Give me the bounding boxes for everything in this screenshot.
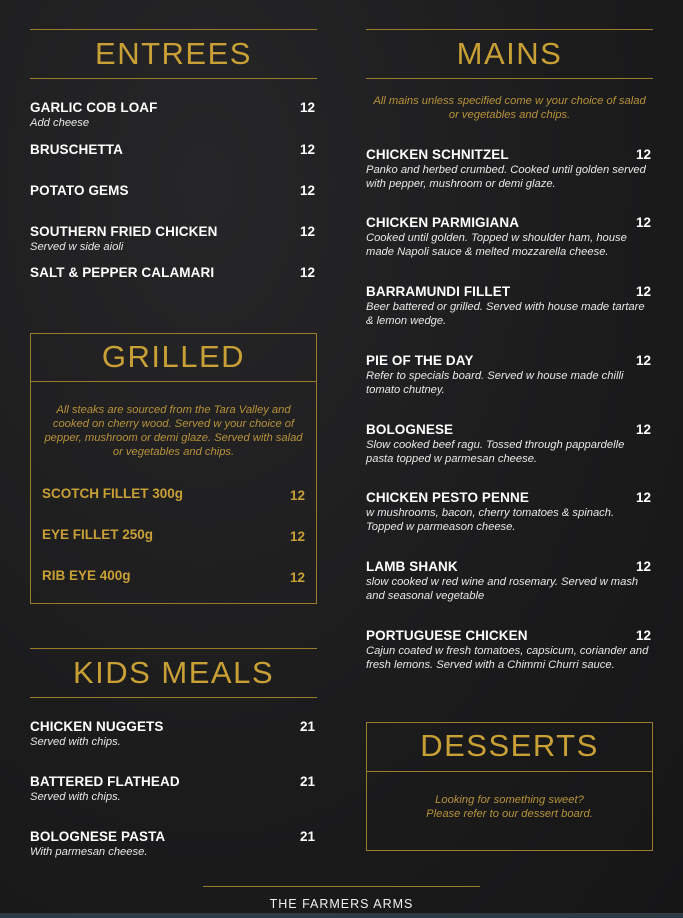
- item-name: SCOTCH FILLET 300g: [42, 486, 184, 501]
- main-item-barramundi-fillet: [366, 284, 653, 328]
- item-name: BOLOGNESE PASTA: [30, 829, 166, 844]
- desserts-divider: [367, 771, 652, 772]
- entrees-top-rule: [30, 29, 317, 30]
- kids-item-bolognese-pasta: [30, 829, 317, 859]
- item-name: BARRAMUNDI FILLET: [366, 284, 511, 299]
- main-item-lamb-shank: [366, 559, 653, 603]
- item-name: GARLIC COB LOAF: [30, 100, 158, 115]
- item-name: LAMB SHANK: [366, 559, 458, 574]
- kids-item-battered-flathead: [30, 774, 317, 804]
- item-price: 12: [635, 353, 651, 368]
- item-price: 12: [635, 215, 651, 230]
- item-price: 12: [635, 559, 651, 574]
- item-desc: Cajun coated w fresh tomatoes, capsicum, coriander and fresh lemons. Served with a Chimmi Churri sauce.: [366, 645, 649, 671]
- item-price: 12: [289, 570, 305, 585]
- item-name: CHICKEN PARMIGIANA: [366, 215, 520, 230]
- item-name: SOUTHERN FRIED CHICKEN: [30, 224, 218, 239]
- kids-bottom-rule: [30, 697, 317, 698]
- grilled-item-scotch-fillet: [42, 486, 305, 503]
- main-item-chicken-pesto-penne: [366, 490, 653, 534]
- desserts-section: [366, 722, 653, 851]
- grilled-section: [30, 333, 317, 604]
- item-desc: Served with chips.: [30, 791, 121, 803]
- entree-item-bruschetta: [30, 142, 317, 157]
- item-price: 12: [635, 284, 651, 299]
- mains-title: MAINS: [456, 36, 563, 71]
- footer-rule: [203, 886, 480, 887]
- item-price: 21: [299, 774, 315, 789]
- item-price: 12: [299, 142, 315, 157]
- item-price: 12: [299, 100, 315, 115]
- item-desc: Served with chips.: [30, 736, 121, 748]
- entree-item-salt-pepper-calamari: [30, 265, 317, 280]
- item-price: 12: [635, 490, 651, 505]
- item-name: PORTUGUESE CHICKEN: [366, 628, 528, 643]
- entree-item-southern-fried-chicken: [30, 224, 317, 254]
- grilled-item-eye-fillet: [42, 527, 305, 544]
- item-price: 12: [635, 147, 651, 162]
- entree-item-potato-gems: [30, 183, 317, 198]
- entrees-bottom-rule: [30, 78, 317, 79]
- grilled-item-rib-eye: [42, 568, 305, 585]
- entree-item-garlic-cob-loaf: [30, 100, 317, 130]
- grilled-divider: [31, 381, 316, 382]
- grilled-note: All steaks are sourced from the Tara Valley and cooked on cherry wood. Served w your choice of pepper, mushroom or demi glaze. Served with salad or vegetables and chips.: [44, 404, 303, 458]
- item-price: 12: [299, 183, 315, 198]
- item-price: 12: [635, 422, 651, 437]
- item-desc: Slow cooked beef ragu. Tossed through pappardelle pasta topped w parmesan cheese.: [366, 439, 625, 465]
- item-desc: slow cooked w red wine and rosemary. Served w mash and seasonal vegetable: [366, 576, 639, 602]
- bottom-strip: [0, 913, 683, 918]
- item-name: BOLOGNESE: [366, 422, 454, 437]
- item-desc: Add cheese: [30, 117, 90, 129]
- main-item-pie-of-the-day: [366, 353, 653, 397]
- item-desc: With parmesan cheese.: [30, 846, 148, 858]
- desserts-title: DESSERTS: [420, 728, 599, 763]
- mains-note: All mains unless specified come w your choice of salad or vegetables and chips.: [373, 95, 646, 121]
- item-name: CHICKEN NUGGETS: [30, 719, 164, 734]
- item-name: CHICKEN SCHNITZEL: [366, 147, 509, 162]
- item-desc: Beer battered or grilled. Served with house made tartare & lemon wedge.: [366, 301, 645, 327]
- item-name: BATTERED FLATHEAD: [30, 774, 180, 789]
- item-name: EYE FILLET 250g: [42, 527, 154, 542]
- kids-item-chicken-nuggets: [30, 719, 317, 749]
- item-price: 12: [635, 628, 651, 643]
- kids-title: KIDS MEALS: [72, 655, 275, 690]
- main-item-portuguese-chicken: [366, 628, 653, 672]
- item-price: 12: [289, 488, 305, 503]
- entrees-title: ENTREES: [95, 36, 252, 71]
- item-price: 21: [299, 829, 315, 844]
- mains-top-rule: [366, 29, 653, 30]
- main-item-bolognese: [366, 422, 653, 466]
- main-item-chicken-schnitzel: [366, 147, 653, 191]
- kids-top-rule: [30, 648, 317, 649]
- item-name: POTATO GEMS: [30, 183, 129, 198]
- item-desc: Panko and herbed crumbed. Cooked until golden served with pepper, mushroom or demi glaze.: [366, 164, 646, 190]
- main-item-chicken-parmigiana: [366, 215, 653, 259]
- item-name: PIE OF THE DAY: [366, 353, 474, 368]
- item-name: CHICKEN PESTO PENNE: [366, 490, 529, 505]
- footer-restaurant-name: THE FARMERS ARMS: [269, 897, 414, 911]
- mains-bottom-rule: [366, 78, 653, 79]
- grilled-title: GRILLED: [101, 339, 246, 374]
- desserts-note: Looking for something sweet? Please refer to our dessert board.: [426, 794, 593, 820]
- item-name: BRUSCHETTA: [30, 142, 123, 157]
- item-desc: Served w side aioli: [30, 241, 124, 253]
- item-price: 21: [299, 719, 315, 734]
- item-desc: w mushrooms, bacon, cherry tomatoes & spinach. Topped w parmeason cheese.: [366, 507, 615, 533]
- item-desc: Refer to specials board. Served w house made chilli tomato chutney.: [366, 370, 624, 396]
- item-price: 12: [299, 265, 315, 280]
- item-desc: Cooked until golden. Topped w shoulder ham, house made Napoli sauce & melted mozzarella cheese.: [366, 232, 627, 258]
- item-price: 12: [289, 529, 305, 544]
- item-name: RIB EYE 400g: [42, 568, 131, 583]
- item-price: 12: [299, 224, 315, 239]
- item-name: SALT & PEPPER CALAMARI: [30, 265, 215, 280]
